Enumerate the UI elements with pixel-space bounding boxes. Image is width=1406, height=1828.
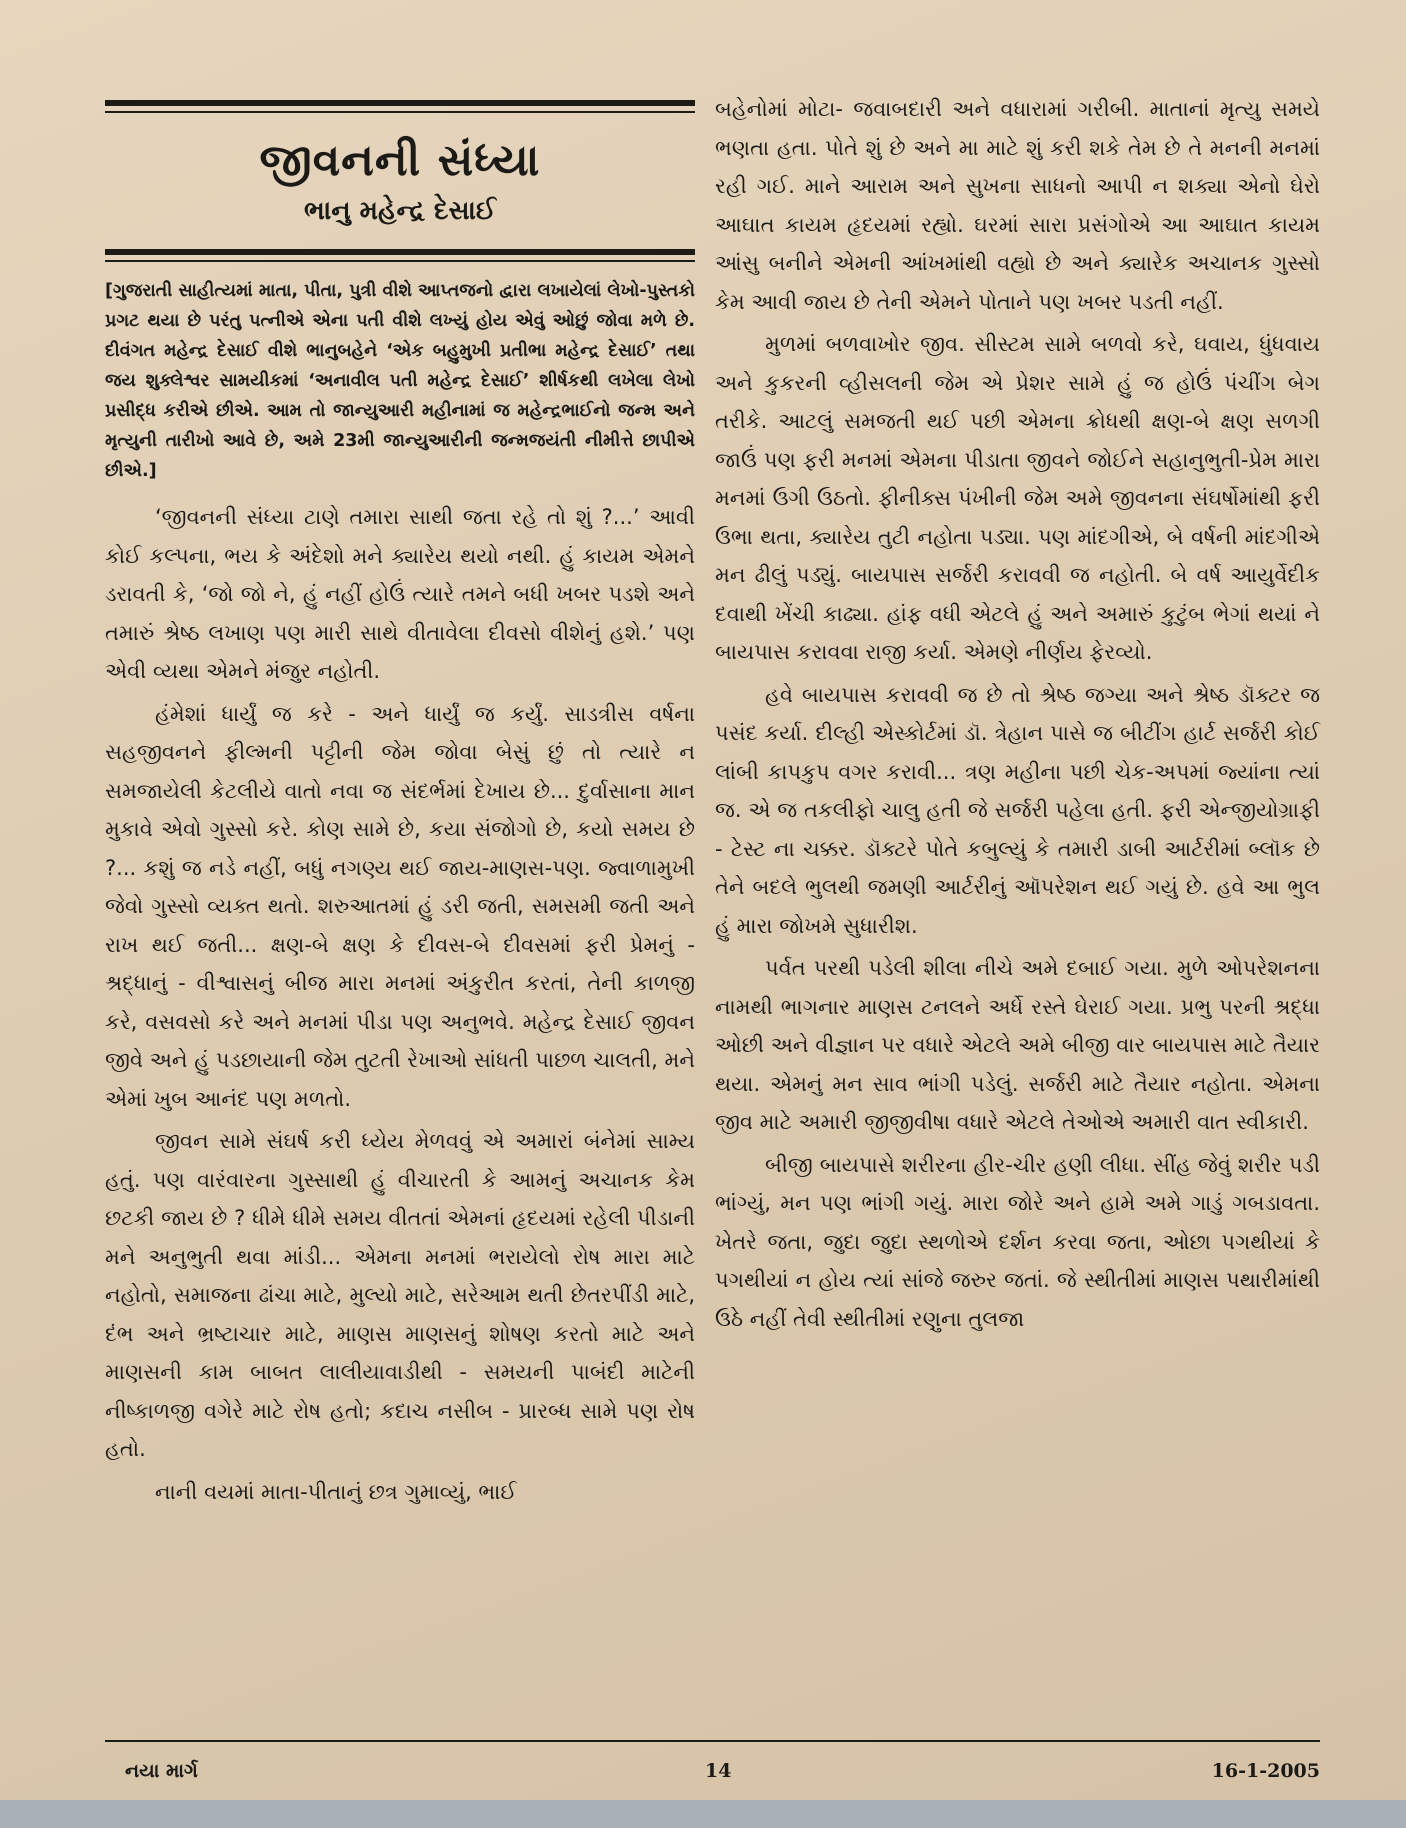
body-paragraph: બહેનોમાં મોટા- જવાબદારી અને વધારામાં ગરીબી. માતાનાં મૃત્યુ સમયે ભણતા હતા. પોતે શું છે અને મા માટે શું કરી શકે તેમ છે તે મનની મનમાં રહી ગઈ. માને આરામ અને સુખના સાધનો આપી ન શક્યા એનો ઘેરો આઘાત કાયમ હૃદયમાં રહ્યો. ઘરમાં સારા પ્રસંગોએ આ આઘાત કાયમ આંસુ બનીને એમની આંખમાંથી વહ્યો છે અને ક્યારેક અચાનક ગુસ્સો કેમ આવી જાય છે તેની એમને પોતાને પણ ખબર પડતી નહીં. [715,97,1320,314]
page-number: 14 [705,1760,732,1782]
scan-bottom-strip [0,1800,1406,1828]
body-paragraph: જીવન સામે સંઘર્ષ કરી ધ્યેય મેળવવું એ અમારાં બંનેમાં સામ્ય હતું. પણ વારંવારના ગુસ્સાથી હું વીચારતી કે આમનું અચાનક કેમ છટકી જાય છે ? ધીમે ધીમે સમય વીતતાં એમનાં હૃદયમાં રહેલી પીડાની મને અનુભુતી થવા માંડી... એમના મનમાં ભરાયેલો રોષ મારા માટે નહોતો, સમાજના ઢાંચા માટે, મુલ્યો માટે, સરેઆમ થતી છેતરપીંડી માટે, દંભ અને ભ્રષ્ટાચાર માટે, માણસ માણસનું શોષણ કરતો માટે અને માણસની કામ બાબત લાલીયાવાડીથી - સમયની પાબંદી માટેની નીષ્કાળજી વગેરે માટે રોષ હતો; કદાચ નસીબ - પ્રારબ્ધ સામે પણ રોષ હતો. [105,1129,695,1461]
publication-name: નયા માર્ગ [125,1760,198,1782]
right-column [715,90,1320,1342]
body-paragraph: હંમેશાં ધાર્યું જ કરે - અને ધાર્યું જ કર્યું. સાડત્રીસ વર્ષના સહજીવનને ફીલ્મની પટ્ટીની જેમ જોવા બેસું છું તો ત્યારે ન સમજાયેલી કેટલીયે વાતો નવા જ સંદર્ભમાં દેખાય છે... દુર્વાસાના માન મુકાવે એવો ગુસ્સો કરે. કોણ સામે છે, કયા સંજોગો છે, કયો સમય છે ?... કશું જ નડે નહીં, બધું નગણ્ય થઈ જાય-માણસ-પણ. જ્વાળામુખી જેવો ગુસ્સો વ્યક્ત થતો. શરુઆતમાં હું ડરી જતી, સમસમી જતી અને રાખ થઈ જતી... ક્ષણ-બે ક્ષણ કે દીવસ-બે દીવસમાં ફરી પ્રેમનું - શ્રદ્ધાનું - વીશ્વાસનું બીજ મારા મનમાં અંકુરીત કરતાં, તેની કાળજી કરે, વસવસો કરે અને મનમાં પીડા પણ અનુભવે. મહેન્દ્ર દેસાઈ જીવન જીવે અને હું પડછાયાની જેમ તુટતી રેખાઓ સાંધતી પાછળ ચાલતી, મને એમાં ખુબ આનંદ પણ મળતો. [105,701,695,1111]
article-author: ભાનુ મહેન્દ્ર દેસાઈ [304,196,496,226]
body-paragraph: નાની વયમાં માતા-પીતાનું છત્ર ગુમાવ્યું, ભાઈ [155,1479,517,1504]
title-bottom-rule-thin [105,260,695,262]
body-paragraph: મુળમાં બળવાખોર જીવ. સીસ્ટમ સામે બળવો કરે, ઘવાય, ધુંધવાય અને કુકરની વ્હીસલની જેમ એ પ્રેશર સામે હું જ હોઉં પંચીંગ બેગ તરીકે. આટલું સમજતી થઈ પછી એમના ક્રોધથી ક્ષણ-બે ક્ષણ સળગી જાઉં પણ ફરી મનમાં એમના પીડાતા જીવને જોઈને સહાનુભુતી-પ્રેમ મારા મનમાં ઉગી ઉઠતો. ફીનીક્સ પંખીની જેમ અમે જીવનના સંઘર્ષોમાંથી ફરી ઉભા થતા, ક્યારેય તુટી નહોતા પડ્યા. પણ માંદગીએ, બે વર્ષની માંદગીએ મન ઢીલું પડ્યું. બાયપાસ સર્જરી કરાવવી જ નહોતી. બે વર્ષ આયુર્વેદીક દવાથી ખેંચી કાઢ્યા. હાંફ વધી એટલે હું અને અમારું કુટુંબ ભેગાં થયાં ને બાયપાસ કરાવવા રાજી કર્યા. એમણે નીર્ણય ફેરવ્યો. [715,332,1320,664]
body-paragraph: પર્વત પરથી પડેલી શીલા નીચે અમે દબાઈ ગયા. મુળે ઓપરેશનના નામથી ભાગનાર માણસ ટનલને અર્ધે રસ્તે ઘેરાઈ ગયા. પ્રભુ પરની શ્રદ્ધા ઓછી અને વીજ્ઞાન પર વધારે એટલે અમે બીજી વાર બાયપાસ માટે તૈયાર થયા. એમનું મન સાવ ભાંગી પડેલું. સર્જરી માટે તૈયાર નહોતા. એમના જીવ માટે અમારી જીજીવીષા વધારે એટલે તેઓએ અમારી વાત સ્વીકારી. [715,956,1320,1134]
title-top-rule-thin [105,111,695,113]
title-top-rule [105,100,695,106]
issue-date: 16-1-2005 [1211,1760,1320,1782]
body-paragraph: ‘જીવનની સંધ્યા ટાણે તમારા સાથી જતા રહે તો શું ?...’ આવી કોઈ કલ્પના, ભય કે અંદેશો મને ક્યારેય થયો નથી. હું કાયમ એમને ડરાવતી કે, ‘જો જો ને, હું નહીં હોઉં ત્યારે તમને બધી ખબર પડશે અને તમારું શ્રેષ્ઠ લખાણ પણ મારી સાથે વીતાવેલા દીવસો વીશેનું હશે.’ પણ એવી વ્યથા એમને મંજુર નહોતી. [105,505,695,683]
editor-intro: [ગુજરાતી સાહીત્યમાં માતા, પીતા, પુત્રી વીશે આપ્તજનો દ્વારા લખાયેલાં લેખો-પુસ્તકો પ્રગટ થયા છે પરંતુ પત્નીએ એના પતી વીશે લખ્યું હોય એવું ઓછું જોવા મળે છે. દીવંગત મહેન્દ્ર દેસાઈ વીશે ભાનુબહેને ‘એક બહુમુખી પ્રતીભા મહેન્દ્ર દેસાઈ’ તથા જય શુક્લેશ્વર સામયીકમાં ‘અનાવીલ પતી મહેન્દ્ર દેસાઈ’ શીર્ષકથી લખેલા લેખો પ્રસીદ્ધ કરીએ છીએ. આમ તો જાન્યુઆરી મહીનામાં જ મહેન્દ્રભાઈનો જન્મ અને મૃત્યુની તારીખો આવે છે, અમે 23મી જાન્યુઆરીની જન્મજયંતી નીમીત્તે છાપીએ છીએ.] [105,281,695,481]
body-paragraph: હવે બાયપાસ કરાવવી જ છે તો શ્રેષ્ઠ જગ્યા અને શ્રેષ્ઠ ડૉક્ટર જ પસંદ કર્યા. દીલ્હી એસ્કોર્ટમાં ડૉ. ત્રેહાન પાસે જ બીટીંગ હાર્ટ સર્જરી કોઈ લાંબી કાપકુપ વગર કરાવી... ત્રણ મહીના પછી ચેક-અપમાં જ્યાંના ત્યાં જ. એ જ તકલીફો ચાલુ હતી જે સર્જરી પહેલા હતી. ફરી એન્જીયોગ્રાફી - ટેસ્ટ ના ચક્કર. ડૉક્ટરે પોતે કબુલ્યું કે તમારી ડાબી આર્ટરીમાં બ્લૉક છે તેને બદલે ભુલથી જમણી આર્ટરીનું ઑપરેશન થઈ ગયું છે. હવે આ ભુલ હું મારા જોખમે સુધારીશ. [715,682,1320,938]
footer-rule [105,1740,1320,1742]
article-title: જીવનની સંધ્યા [259,135,541,186]
left-column [105,100,695,1515]
title-bottom-rule [105,249,695,255]
body-paragraph: બીજી બાયપાસે શરીરના હીર-ચીર હણી લીધા. સીંહ જેવું શરીર પડી ભાંગ્યું, મન પણ ભાંગી ગયું. મારા જોરે અને હામે અમે ગાડું ગબડાવતા. ખેતરે જતા, જુદા જુદા સ્થળોએ દર્શન કરવા જતા, ઓછા પગથીયાં કે પગથીયાં ન હોય ત્યાં સાંજે જરુર જતાં. જે સ્થીતીમાં માણસ પથારીમાંથી ઉઠે નહીં તેવી સ્થીતીમાં રણુના તુલજા [715,1152,1320,1331]
